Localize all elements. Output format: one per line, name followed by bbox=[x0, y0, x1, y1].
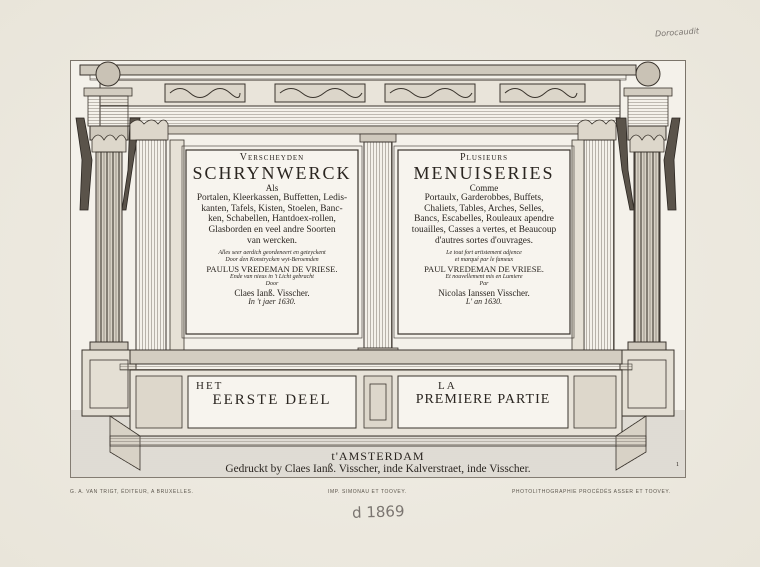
left-desc-3: ken, Schabellen, Hantdoex-rollen, bbox=[208, 214, 336, 225]
base-right-text bbox=[398, 380, 568, 408]
right-publisher: Nicolas Ianssen Visscher. bbox=[438, 287, 530, 298]
imprint-city: t'AMSTERDAM bbox=[331, 449, 425, 463]
plate-number: 1 bbox=[676, 462, 679, 468]
plinth bbox=[110, 436, 646, 446]
left-desc-5: van wercken. bbox=[247, 235, 297, 246]
left-publisher: Claes Ianß. Visscher. bbox=[234, 287, 310, 298]
right-comme: Comme bbox=[469, 183, 499, 194]
imprint bbox=[150, 450, 606, 476]
left-desc-4: Glasborden en veel andre Soorten bbox=[208, 225, 336, 236]
footer-photolitho: PHOTOLITHOGRAPHIE PROCÉDÉS ASSER ET TOOVEY. bbox=[512, 489, 671, 495]
pencil-note-bottom: d 1869 bbox=[351, 502, 405, 522]
base-left-line-1: HET bbox=[196, 380, 224, 392]
right-panel-text bbox=[398, 152, 570, 307]
base-right-line-1: LA bbox=[438, 380, 457, 392]
right-main-title: MENUISERIES bbox=[413, 163, 555, 184]
right-credit-2: et marqué par le fameux bbox=[454, 256, 514, 263]
left-heading-line: Verscheyden bbox=[239, 152, 305, 163]
base-right-line-2: PREMIERE PARTIE bbox=[415, 392, 551, 408]
architectural-frame bbox=[70, 60, 686, 478]
left-desc-1: Portalen, Kleerkassen, Buffetten, Ledis- bbox=[196, 193, 348, 204]
left-credit-4: Door bbox=[265, 280, 279, 287]
base-left-text bbox=[188, 380, 356, 409]
right-desc-1: Portaulx, Garderobbes, Buffets, bbox=[424, 193, 544, 204]
left-desc-2: kanten, Tafels, Kisten, Stoelen, Banc- bbox=[201, 203, 343, 214]
base-left-line-2: EERSTE DEEL bbox=[212, 392, 332, 409]
footer-publisher: G. A. VAN TRIGT, ÉDITEUR, A BRUXELLES. bbox=[70, 489, 194, 495]
right-desc-4: touailles, Casses a vertes, et Beaucoup bbox=[411, 225, 557, 236]
right-credit-4: Par bbox=[479, 280, 489, 287]
center-pilaster bbox=[358, 134, 398, 358]
right-desc-5: d'autres sortes d'ouvrages. bbox=[435, 235, 533, 246]
right-desc-3: Bancs, Escabelles, Rouleaux apendre bbox=[414, 214, 554, 225]
right-credit-1: Le tout fort artistement adjence bbox=[446, 250, 522, 257]
left-main-title: SCHRYNWERCK bbox=[192, 163, 352, 184]
imprint-line: Gedruckt by Claes Ianß. Visscher, inde Kalverstraet, inde Visscher. bbox=[225, 463, 531, 476]
left-inner-pilaster bbox=[130, 120, 184, 350]
left-author: PAULUS VREDEMAN DE VRIESE. bbox=[206, 263, 338, 274]
right-year: L' an 1630. bbox=[465, 296, 503, 306]
left-credit-3: Ende van nieus in 't Licht gebracht bbox=[230, 274, 314, 281]
right-credit-3: Et nouvellement mis en Lumiere bbox=[445, 274, 523, 281]
architrave bbox=[100, 106, 620, 126]
left-credit-2: Door den Konstrycken wyt-Beroemden bbox=[225, 256, 319, 263]
right-inner-pilaster bbox=[572, 120, 616, 350]
left-credit-1: Alles seer aerdich geordeneert en geteyckent bbox=[218, 250, 326, 257]
cornice-top bbox=[80, 65, 636, 75]
left-finial bbox=[96, 62, 120, 86]
left-year: In 't jaer 1630. bbox=[248, 296, 296, 306]
right-finial bbox=[636, 62, 660, 86]
pedestal-cornice bbox=[130, 350, 622, 364]
pencil-note-top: Dorocaudit bbox=[654, 26, 700, 39]
left-panel-text bbox=[186, 152, 358, 307]
footer-printer: IMP. SIMONAU ET TOOVEY. bbox=[328, 489, 407, 495]
right-author: PAUL VREDEMAN DE VRIESE. bbox=[424, 263, 544, 274]
right-heading-line: Plusieurs bbox=[459, 152, 508, 163]
left-als: Als bbox=[265, 183, 279, 194]
right-desc-2: Chaliets, Tables, Arches, Selles, bbox=[424, 203, 544, 214]
